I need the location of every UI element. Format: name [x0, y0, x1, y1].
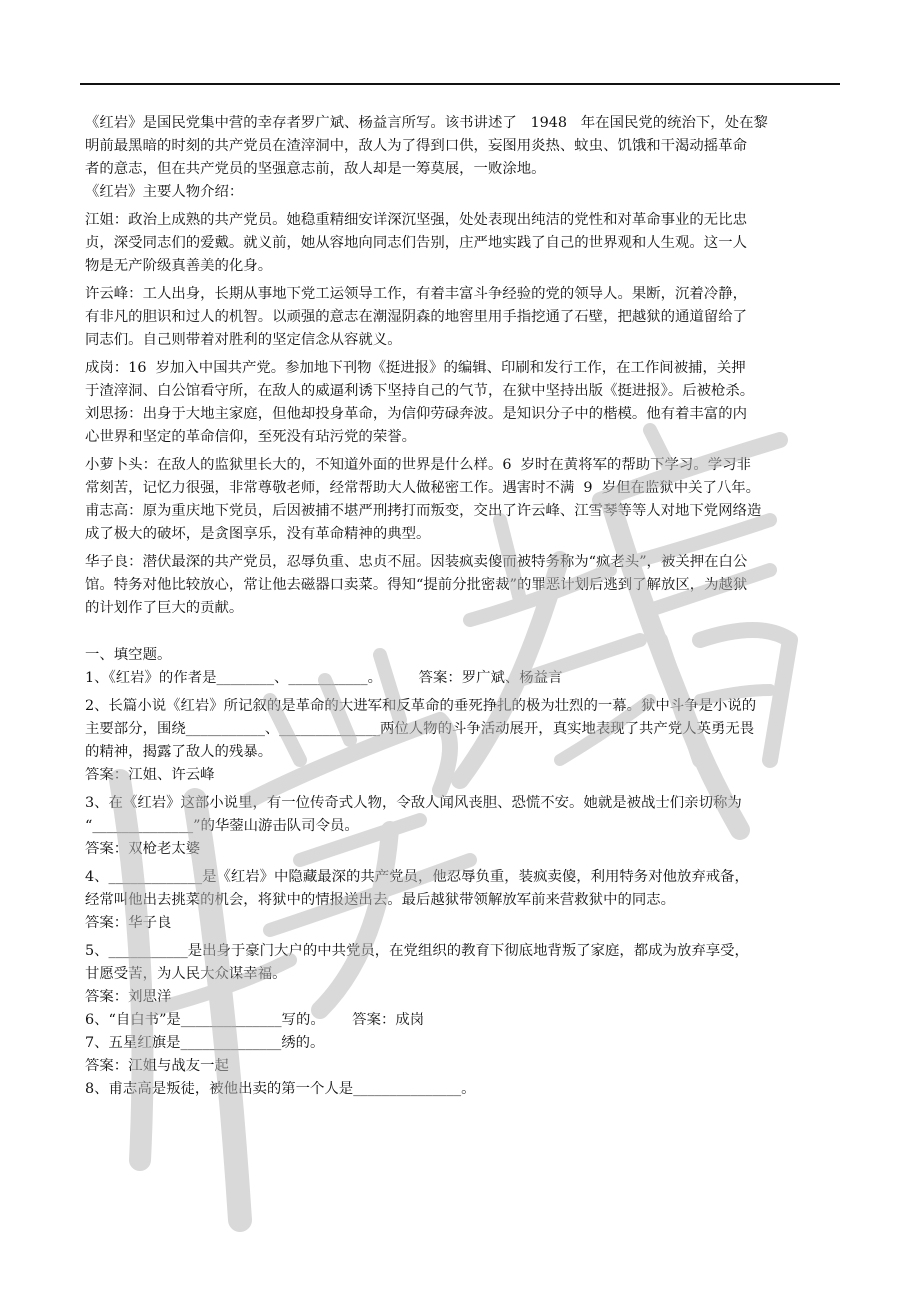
question-6: [85, 1009, 837, 1032]
text-line: 《红岩》是国民党集中营的幸存者罗广斌、杨益言所写。该书讲述了 1948 年在国民党的统治下，处在黎: [85, 115, 768, 131]
character-xuyunfeng: [85, 283, 837, 352]
header-rule: [80, 83, 840, 85]
text-line: 1、《红岩》的作者是________、___________。 答案：罗广斌、杨益言: [85, 670, 563, 686]
answer-line: 答案：华子良: [85, 915, 172, 931]
intro-paragraph: [85, 112, 837, 181]
question-4: [85, 866, 837, 935]
text-line: 同志们。自己则带着对胜利的坚定信念从容就义。: [85, 332, 402, 348]
text-line: 的精神，揭露了敌人的残暴。: [85, 744, 273, 760]
text-line: 5、___________是出身于豪门大户的中共党员，在党组织的教育下彻底地背叛了家庭，都成为放弃享受，: [85, 943, 749, 959]
character-jiangjie: [85, 209, 837, 278]
text-line: 8、甫志高是叛徒，被他出卖的第一个人是_______________。: [85, 1081, 476, 1097]
text-line: 甫志高：原为重庆地下党员，后因被捕不堪严刑拷打而叛变，交出了许云峰、江雪琴等等人对地下党网络造: [85, 503, 762, 519]
text-line: 有非凡的胆识和过人的机智。以顽强的意志在潮湿阴森的地窖里用手指挖通了石壁，把越狱的通道留给了: [85, 309, 747, 325]
answer-line: 答案：江姐与战友一起: [85, 1058, 229, 1074]
text-line: 甘愿受苦，为人民大众谋幸福。: [85, 966, 287, 982]
question-5: [85, 940, 837, 1009]
text-line: 明前最黑暗的时刻的共产党员在渣滓洞中，敌人为了得到口供，妄图用炎热、蚊虫、饥饿和干渴动摇革命: [85, 138, 747, 154]
text-line: 华子良：潜伏最深的共产党员，忍辱负重、忠贞不屈。因装疯卖傻而被特务称为“疯老头”，被关押在白公: [85, 554, 748, 570]
text-line: 的计划作了巨大的贡献。: [85, 600, 244, 616]
answer-line: 答案：刘思洋: [85, 989, 172, 1005]
text-line: 小萝卜头：在敌人的监狱里长大的，不知道外面的世界是什么样。6 岁时在黄将军的帮助下学习。学习非: [85, 457, 751, 473]
text-line: 常刻苦，记忆力很强，非常尊敬老师，经常帮助大人做秘密工作。遇害时不满 9 岁但在监狱中关了八年。: [85, 480, 761, 496]
text-line: 2、长篇小说《红岩》所记叙的是革命的大进军和反革命的垂死挣扎的极为壮烈的一幕。狱中斗争是小说的: [85, 698, 757, 714]
question-7: [85, 1032, 837, 1078]
text-line: 刘思扬：出身于大地主家庭，但他却投身革命，为信仰劳碌奔波。是知识分子中的楷模。他有着丰富的内: [85, 406, 747, 422]
text-line: 于渣滓洞、白公馆看守所，在敌人的威逼利诱下坚持自己的气节，在狱中坚持出版《挺进报》。后被枪杀。: [85, 383, 755, 399]
text-line: 心世界和坚定的革命信仰，至死没有玷污党的荣誉。: [85, 429, 416, 445]
answer-line: 答案：江姐、许云峰: [85, 767, 215, 783]
text-line: 6、“自白书”是______________写的。 答案：成岗: [85, 1012, 425, 1028]
document-body: [85, 112, 837, 1101]
question-1: [85, 667, 837, 690]
text-line: 江姐：政治上成熟的共产党员。她稳重精细安详深沉坚强，处处表现出纯洁的党性和对革命事业的无比忠: [85, 212, 747, 228]
text-line: 物是无产阶级真善美的化身。: [85, 258, 273, 274]
text-line: 7、五星红旗是______________绣的。: [85, 1035, 325, 1051]
text-line: 馆。特务对他比较放心，常让他去磁器口卖菜。得知“提前分批密裁”的罪恶计划后逃到了解放区，为越狱: [85, 577, 748, 593]
text-line: 贞，深受同志们的爱戴。就义前，她从容地向同志们告别，庄严地实践了自己的世界观和人生观。这一人: [85, 235, 747, 251]
question-2: [85, 695, 837, 787]
character-huaziliang: [85, 551, 837, 620]
question-3: [85, 792, 837, 861]
text-line: 成岗：16 岁加入中国共产党。参加地下刊物《挺进报》的编辑、印刷和发行工作，在工作间被捕，关押: [85, 360, 746, 376]
text-line: 成了极大的破坏，是贪图享乐，没有革命精神的典型。: [85, 526, 431, 542]
answer-line: 答案：双枪老太婆: [85, 841, 201, 857]
character-chenggang-liusiyang: [85, 357, 837, 449]
text-line: 4、_____________是《红岩》中隐藏最深的共产党员，他忍辱负重，装疯卖傻，利用特务对他放弃戒备，: [85, 869, 749, 885]
text-line: 3、在《红岩》这部小说里，有一位传奇式人物，令敌人闻风丧胆、恐慌不安。她就是被战士们亲切称为: [85, 795, 742, 811]
section-heading: 一、填空题。: [85, 647, 172, 663]
characters-heading: 《红岩》主要人物介绍：: [85, 184, 244, 200]
text-line: 经常叫他出去挑菜的机会，将狱中的情报送出去。最后越狱带领解放军前来营救狱中的同志。: [85, 892, 676, 908]
text-line: “______________”的华蓥山游击队司令员。: [85, 818, 359, 834]
character-xiaoluobotou-fuzhigao: [85, 454, 837, 546]
question-8: [85, 1078, 837, 1101]
text-line: 者的意志，但在共产党员的坚强意志前，敌人却是一筹莫展，一败涂地。: [85, 161, 546, 177]
text-line: 许云峰：工人出身，长期从事地下党工运领导工作，有着丰富斗争经验的党的领导人。果断，沉着冷静，: [85, 286, 747, 302]
text-line: 主要部分，围绕___________、______________两位人物的斗争活动展开，真实地表现了共产党人英勇无畏: [85, 721, 755, 737]
